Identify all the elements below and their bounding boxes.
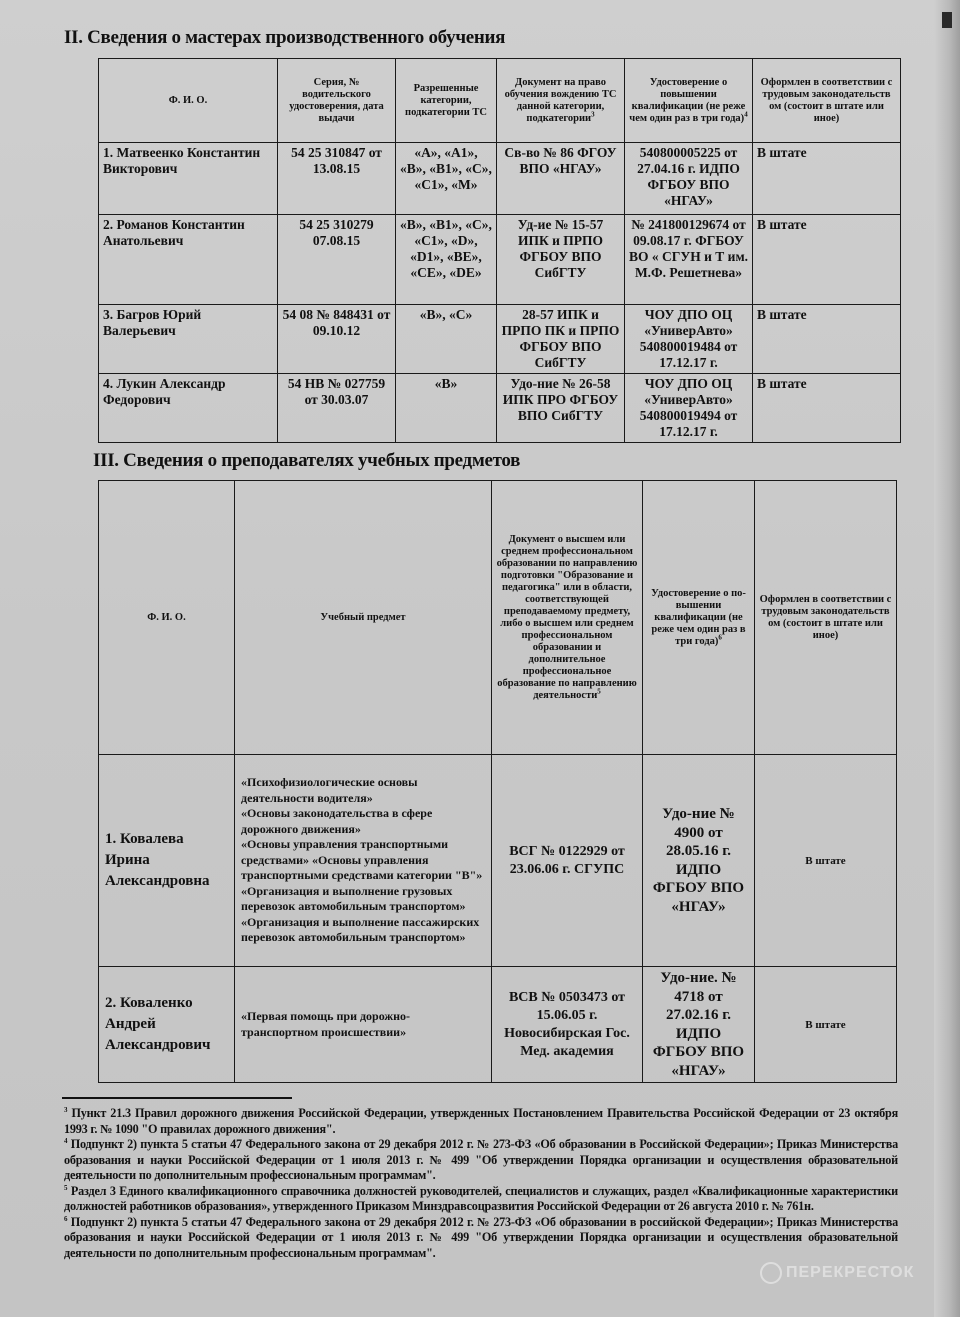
footnote-text: Подпункт 2) пункта 5 статьи 47 Федерального закона от 29 декабря 2012 г. № 273-ФЗ «Об образовании в Российской Федерации»; Приказ Министерства образования и науки Российской Федерации от 1 июля 2013 г. № 499 "Об утверждении Порядка организации и осуществления образовательной деятельности по дополнительным профессиональным программам".	[64, 1137, 898, 1182]
cell-employment: В штате	[753, 143, 901, 215]
cell-employment: В штате	[755, 755, 897, 967]
footnote	[64, 1106, 898, 1137]
watermark-text: ПЕРЕКРЕСТОК	[786, 1264, 915, 1282]
cell-name: 3. Багров Юрий Валерьевич	[99, 305, 278, 374]
footnote-number: 5	[64, 1183, 68, 1192]
cell-categories: «B», «C»	[396, 305, 497, 374]
section-2-heading: II. Сведения о мастерах производственного обучения	[64, 27, 506, 48]
cell-subjects	[235, 755, 492, 967]
cell-qualification: 540800005225 от 27.04.16 г. ИДПО ФГБОУ ВПО «НГАУ»	[625, 143, 753, 215]
header-training-document	[497, 59, 625, 143]
cell-education: ВСГ № 0122929 от 23.06.06 г. СГУПС	[492, 755, 643, 967]
footnote-number: 6	[64, 1214, 68, 1223]
cell-qualification: № 241800129674 от 09.08.17 г. ФГБОУ ВО « СГУН и Т им. М.Ф. Решетнева»	[625, 215, 753, 305]
cell-license: 54 08 № 848431 от 09.10.12	[278, 305, 396, 374]
cell-training-document: Удо-ние № 26-58 ИПК ПРО ФГБОУ ВПО СибГТУ	[497, 374, 625, 443]
header-fio: Ф. И. О.	[99, 59, 278, 143]
page-edge-shadow	[934, 0, 960, 1317]
header-qualification	[625, 59, 753, 143]
header-fio: Ф. И. О.	[99, 481, 235, 755]
cell-employment: В штате	[753, 305, 901, 374]
teachers-table	[98, 480, 897, 1083]
header-qualification	[643, 481, 755, 755]
subject-item: «Основы управления транспортными средствами» «Основы управления транспортными средствами категории "B"» «Организация и выполнение грузовых перевозок автомобильным транспортом»	[241, 837, 483, 914]
table-row	[99, 305, 901, 374]
footnotes	[64, 1106, 898, 1261]
cell-training-document: Уд-ие № 15-57 ИПК и ПРПО ФГБОУ ВПО СибГТУ	[497, 215, 625, 305]
subject-item: «Организация и выполнение пассажирских перевозок автомобильным транспортом»	[241, 914, 480, 945]
cell-training-document: Св-во № 86 ФГОУ ВПО «НГАУ»	[497, 143, 625, 215]
footnote	[64, 1184, 898, 1215]
binder-clip-mark	[942, 12, 952, 28]
cell-categories: «A», «A1», «B», «B1», «C», «C1», «M»	[396, 143, 497, 215]
cell-employment: В штате	[753, 374, 901, 443]
cell-categories: «B», «B1», «C», «C1», «D», «D1», «BE», «CE», «DE»	[396, 215, 497, 305]
footnote-separator	[62, 1097, 292, 1099]
footnote	[64, 1215, 898, 1262]
cell-license: 54 25 310279 07.08.15	[278, 215, 396, 305]
header-employment: Оформлен в соответствии с трудовым законодательств ом (состоит в штате или иное)	[753, 59, 901, 143]
masters-table	[98, 58, 901, 443]
cell-license: 54 25 310847 от 13.08.15	[278, 143, 396, 215]
table-row	[99, 143, 901, 215]
teachers-header-row	[99, 481, 897, 755]
watermark	[760, 1262, 914, 1284]
cell-qualification: Удо-ние № 4900 от 28.05.16 г. ИДПО ФГБОУ ВПО «НГАУ»	[643, 755, 755, 967]
subject-item: «Первая помощь при дорожно-транспортном происшествии»	[241, 1009, 411, 1039]
header-license: Серия, № водительского удостоверения, дата выдачи	[278, 59, 396, 143]
header-education-document	[492, 481, 643, 755]
footnote-ref: 4	[744, 110, 748, 118]
cell-employment: В штате	[755, 967, 897, 1083]
section-3-heading: III. Сведения о преподавателях учебных предметов	[93, 450, 521, 471]
header-employment: Оформлен в соответствии с трудовым законодательств ом (состоит в штате или иное)	[755, 481, 897, 755]
cell-education: ВСВ № 0503473 от 15.06.05 г. Новосибирская Гос. Мед. академия	[492, 967, 643, 1083]
header-text: Документ на право обучения вождению ТС данной категории, подкатегории	[504, 76, 617, 124]
footnote-number: 4	[64, 1136, 68, 1145]
footnote-ref: 3	[591, 110, 595, 118]
cell-name: 2. Коваленко Андрей Александрович	[99, 967, 235, 1083]
footnote-text: Пункт 21.3 Правил дорожного движения Российской Федерации, утвержденных Постановлением Правительства Российской Федерации от 23 октября 1993 г. № 1090 "О правилах дорожного движения".	[64, 1106, 898, 1136]
footnote-text: Раздел 3 Единого квалификационного справочника должностей руководителей, специалистов и служащих, раздел «Квалификационные характеристики должностей работников образования», утвержденного Приказом Минздравсоцразвития Российской Федерации от 26 августа 2010 г. № 761н.	[64, 1183, 898, 1213]
masters-header-row	[99, 59, 901, 143]
cell-name: 4. Лукин Александр Федорович	[99, 374, 278, 443]
cell-name: 1. Матвеенко Константин Викторович	[99, 143, 278, 215]
cell-name: 1. Ковалева Ирина Александровна	[99, 755, 235, 967]
watermark-logo-icon	[760, 1262, 782, 1284]
table-row	[99, 967, 897, 1083]
footnote-ref: 5	[597, 687, 601, 695]
cell-categories: «B»	[396, 374, 497, 443]
cell-qualification: ЧОУ ДПО ОЦ «УниверАвто» 540800019484 от 17.12.17 г.	[625, 305, 753, 374]
cell-qualification: Удо-ние. № 4718 от 27.02.16 г. ИДПО ФГБОУ ВПО «НГАУ»	[643, 967, 755, 1083]
footnote-ref: 6	[718, 633, 722, 641]
header-categories: Разрешенные категории, подкатегории ТС	[396, 59, 497, 143]
footnote-number: 3	[64, 1105, 68, 1114]
header-subject: Учебный предмет	[235, 481, 492, 755]
cell-license: 54 НВ № 027759 от 30.03.07	[278, 374, 396, 443]
table-row	[99, 755, 897, 967]
cell-qualification: ЧОУ ДПО ОЦ «УниверАвто» 540800019494 от 17.12.17 г.	[625, 374, 753, 443]
cell-employment: В штате	[753, 215, 901, 305]
header-text: Удостоверение о по-вышении квалификации (не реже чем один раз в три года)	[651, 587, 746, 647]
cell-name: 2. Романов Константин Анатольевич	[99, 215, 278, 305]
cell-training-document: 28-57 ИПК и ПРПО ПК и ПРПО ФГБОУ ВПО СибГТУ	[497, 305, 625, 374]
footnote-text: Подпункт 2) пункта 5 статьи 47 Федерального закона от 29 декабря 2012 г. № 273-ФЗ «Об образовании в российской Федерации»; Приказ Министерства образования и науки Российской Федерации от 1 июля 2013 г. № 499 "Об утверждении Порядка организации и осуществления образовательной деятельности по дополнительным профессиональным программам".	[64, 1214, 898, 1260]
table-row	[99, 374, 901, 443]
footnote	[64, 1137, 898, 1184]
subject-item: «Основы законодательства в сфере дорожного движения»	[241, 806, 433, 836]
subject-item: «Психофизиологические основы деятельности водителя»	[241, 775, 418, 805]
header-text: Удостоверение о повышении квалификации (не реже чем один раз в три года)	[629, 76, 746, 124]
cell-subjects	[235, 967, 492, 1083]
table-row	[99, 215, 901, 305]
header-text: Документ о высшем или среднем профессиональном образовании по направлению подготовки "Образование и педагогика" или в области, соответствующей преподаваемому предмету, либо о высшем или среднем профессиональном образовании и дополнительное профессиональное образование по направлению деятельности	[496, 533, 638, 701]
